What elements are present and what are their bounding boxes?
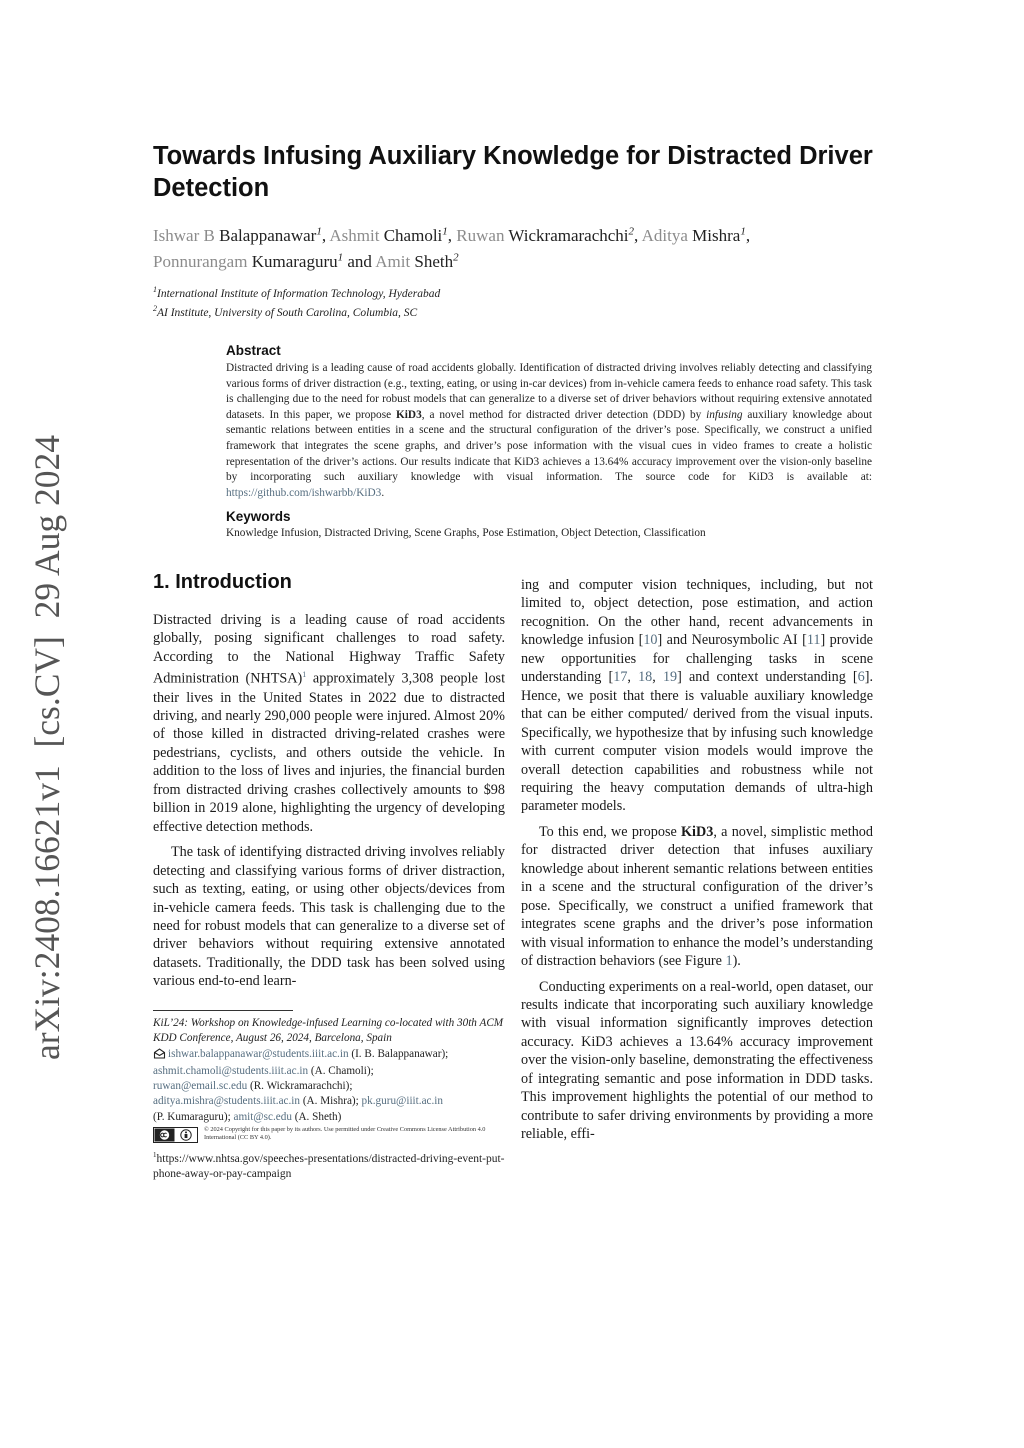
author: Aditya Mishra$^1$, [641, 225, 751, 245]
figure-ref-1[interactable]: 1 [725, 953, 733, 970]
email-balappanawar[interactable]: ishwar.balappanawar@students.iiit.ac.in [168, 1047, 349, 1060]
intro-paragraph-3: ing and computer vision techniques, including, but not limited to, object detection, pose estimation, and action recognition. On the other hand, recent advancements in knowledge infusion [10] and Neurosymbolic AI [11] provide new opportunities for challenging tasks in scene understanding [17, 18, 19] and context understanding [6]. Hence, we posit that there is valuable auxiliary knowledge that can be either computed/ derived from the visual inputs. Specifically, we hypothesize that by infusing such knowledge with current computer vision models would improve the overall detection capabilities and robustness while not requiring the heavy computation demands of ultra-high parameter models. [521, 577, 874, 815]
author: Amit Sheth$^2$ [375, 251, 459, 272]
affiliation-1: $^1$International Institute of Information Technology, Hyderabad [153, 285, 441, 300]
intro-paragraph-2: The task of identifying distracted driving involves reliably detecting and classifying various forms of driver distraction, such as texting, eating, or using other objects/devices from in-vehicle camera feeds. This task is challenging due to the need for robust models that can generalize to a diverse set of driver behaviors without requiring extensive annotated datasets. Traditionally, the DDD task has been solved using various end-to-end learn- [153, 844, 505, 990]
email-sheth[interactable]: amit@sc.edu [233, 1110, 292, 1123]
author: Ruwan Wickramarachchi$^2$, [456, 225, 642, 245]
abstract-text: Distracted driving is a leading cause of road accidents globally. Identification of distracted driving involves reliably detecting and classifying various forms of driver distraction (e.g., texting, eating, or using in-car devices) from in-vehicle camera feeds to enhance road safety. This task is challenging due to the need for robust models that can generalize to a diverse set of driver behaviors without requiring extensive annotated datasets. In this paper, we propose KiD3, a novel method for distracted driver detection (DDD) by infusing auxiliary knowledge about semantic relations between entities in a scene and the structural configuration of the driver’s pose. Specifically, we construct a unified framework that integrates the scene graphs, and driver’s pose information with the visual cues in video frames to create a holistic representation of the driver’s actions. Our results indicate that KiD3 achieves a 13.64% accuracy improvement over the vision-only baseline by incorporating such auxiliary knowledge with visual information. The source code for KiD3 is available at: https://github.com/ishwarbb/KiD3. [226, 362, 872, 499]
affiliation-2: $^2$AI Institute, University of South Carolina, Columbia, SC [153, 304, 418, 319]
footnote-ref-1[interactable]: 1 [302, 670, 307, 680]
source-code-link[interactable]: https://github.com/ishwarbb/KiD3 [226, 486, 382, 499]
email-kumaraguru[interactable]: pk.guru@iiit.ac.in [361, 1095, 444, 1108]
envelope-icon [153, 1048, 166, 1064]
email-chamoli[interactable]: ashmit.chamoli@students.iiit.ac.in [153, 1064, 309, 1077]
footnote-rule [153, 1010, 293, 1011]
author-emails: ishwar.balappanawar@students.iiit.ac.in (I. B. Balappanawar); ashmit.chamoli@students.iiit.ac.in (A. Chamoli); ruwan@email.sc.edu (R. Wickramarachchi); aditya.mishra@students.iiit.ac.in (A. Mishra); pk.guru@iiit.ac.in (P. Kumaraguru); amit@sc.edu (A. Sheth) [153, 1047, 449, 1123]
citation-6[interactable]: 6 [857, 669, 865, 686]
section-heading-introduction: 1. Introduction [153, 571, 292, 593]
arxiv-watermark-text: arXiv:2408.16621v1 [cs.CV] 29 Aug 2024 [27, 430, 67, 1060]
keywords-heading: Keywords [226, 509, 291, 524]
citation-17[interactable]: 17 [613, 669, 628, 686]
intro-paragraph-1: Distracted driving is a leading cause of road accidents globally, posing significant challenges to road safety. According to the National Highway Traffic Safety Administration (NHTSA)$^1$ approximately 3,308 people lost their lives in the United States in 2022 due to distracted driving, and nearly 290,000 people were injured. Almost 20% of those killed in distracted driving-related crashes were pedestrians, cyclists, and others outside the vehicle. In addition to the loss of lives and injuries, the financial burden from distracted driving crashes collectively amounts to $98 billion in 2019 alone, highlighting the urgency of developing effective detection methods. [153, 612, 506, 835]
citation-18[interactable]: 18 [638, 669, 653, 686]
intro-paragraph-5: Conducting experiments on a real-world, open dataset, our results indicate that incorporating such auxiliary knowledge with visual information significantly improves detection accuracy. KiD3 achieves a 13.64% accuracy improvement over the vision-only baseline, demonstrating the effectiveness of integrating semantic and pose information in DDD tasks. This improvement highlights the potential of our method to contribute to safer driving environments by providing a more reliable, effi- [521, 978, 873, 1143]
author: Ishwar B Balappanawar$^1$, [153, 225, 330, 245]
copyright-row [153, 1126, 513, 1148]
author: Ponnurangam Kumaraguru$^1$ and [153, 251, 376, 272]
abstract-heading: Abstract [226, 343, 281, 358]
footnote-1: $^1$https://www.nhtsa.gov/speeches-presentations/distracted-driving-event-put-phone-away-or-pay-campaign [153, 1151, 505, 1181]
author: Ashmit Chamoli$^1$, [329, 225, 457, 245]
citation-10[interactable]: 10 [643, 632, 658, 649]
right-column [521, 576, 873, 1144]
conference-note: KiL’24: Workshop on Knowledge-infused Learning co-located with 30th ACM KDD Conference, August 26, 2024, Barcelona, Spain [153, 1017, 504, 1045]
email-mishra[interactable]: aditya.mishra@students.iiit.ac.in [153, 1095, 301, 1108]
copyright-text: © 2024 Copyright for this paper by its authors. Use permitted under Creative Commons License Attribution 4.0 International (CC BY 4.0). [204, 1126, 486, 1142]
nhtsa-link[interactable]: https://www.nhtsa.gov/speeches-presentations/distracted-driving-event-put-phone-away-or-pay-campaign [153, 1153, 505, 1181]
author-list [153, 220, 883, 273]
citation-11[interactable]: 11 [806, 632, 821, 649]
arxiv-watermark [19, 430, 75, 1060]
left-column [153, 611, 505, 991]
email-wickramarachchi[interactable]: ruwan@email.sc.edu [153, 1080, 248, 1093]
paper-title: Towards Infusing Auxiliary Knowledge for Distracted Driver Detection [153, 142, 873, 202]
creative-commons-by-badge [153, 1127, 198, 1148]
citation-19[interactable]: 19 [662, 669, 678, 686]
footnotes [153, 1016, 513, 1182]
keywords-text: Knowledge Infusion, Distracted Driving, Scene Graphs, Pose Estimation, Object Detection, Classification [226, 527, 706, 539]
intro-paragraph-4: To this end, we propose KiD3, a novel, simplistic method for distracted driver detection that infuses auxiliary knowledge about inherent semantic relations between entities in a scene and the structural configuration of the driver’s pose. Specifically, we construct a unified framework that integrates scene graphs and the driver’s pose information with visual information to enhance the model’s understanding of distraction behaviors (see Figure 1). [521, 823, 873, 970]
